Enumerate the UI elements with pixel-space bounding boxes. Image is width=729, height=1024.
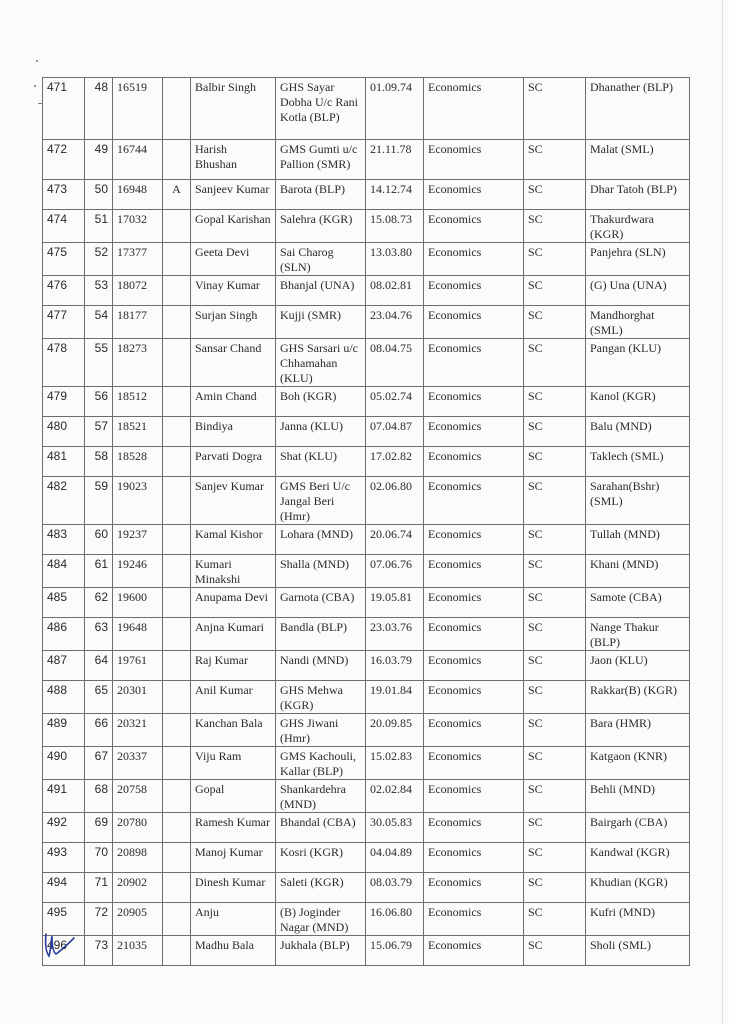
employee-code-cell: 19761 (113, 651, 163, 681)
date-of-birth-cell: 07.04.87 (366, 417, 424, 447)
subject-cell: Economics (424, 477, 524, 525)
teacher-name-cell: Sanjev Kumar (191, 477, 276, 525)
subject-cell: Economics (424, 555, 524, 588)
teacher-name-cell: Anju (191, 903, 276, 936)
teacher-name-cell: Geeta Devi (191, 243, 276, 276)
present-school-cell: GHS Jiwani (Hmr) (276, 714, 366, 747)
subject-cell: Economics (424, 180, 524, 210)
category-flag-cell (163, 714, 191, 747)
table-row (43, 747, 690, 780)
employee-code-cell: 18177 (113, 306, 163, 339)
subject-cell: Economics (424, 936, 524, 966)
serial-number-cell: 477 (43, 306, 85, 339)
employee-code-cell: 19023 (113, 477, 163, 525)
teacher-name-cell: Manoj Kumar (191, 843, 276, 873)
date-of-birth-cell: 15.02.83 (366, 747, 424, 780)
table-row (43, 555, 690, 588)
posting-place-cell: Sholi (SML) (586, 936, 690, 966)
date-of-birth-cell: 19.05.81 (366, 588, 424, 618)
employee-code-cell: 19246 (113, 555, 163, 588)
category-flag-cell (163, 306, 191, 339)
date-of-birth-cell: 02.02.84 (366, 780, 424, 813)
reservation-category-cell: SC (524, 903, 586, 936)
category-flag-cell (163, 681, 191, 714)
teacher-name-cell: Ramesh Kumar (191, 813, 276, 843)
present-school-cell: Shankardehra (MND) (276, 780, 366, 813)
table-row (43, 525, 690, 555)
teacher-name-cell: Vinay Kumar (191, 276, 276, 306)
date-of-birth-cell: 05.02.74 (366, 387, 424, 417)
employee-code-cell: 17032 (113, 210, 163, 243)
sequence-number-cell: 49 (85, 140, 113, 180)
posting-place-cell: Pangan (KLU) (586, 339, 690, 387)
posting-place-cell: Panjehra (SLN) (586, 243, 690, 276)
date-of-birth-cell: 23.03.76 (366, 618, 424, 651)
employee-code-cell: 19237 (113, 525, 163, 555)
sequence-number-cell: 61 (85, 555, 113, 588)
subject-cell: Economics (424, 780, 524, 813)
reservation-category-cell: SC (524, 140, 586, 180)
posting-place-cell: Rakkar(B) (KGR) (586, 681, 690, 714)
posting-place-cell: Dhanather (BLP) (586, 78, 690, 140)
reservation-category-cell: SC (524, 780, 586, 813)
reservation-category-cell: SC (524, 477, 586, 525)
employee-code-cell: 16519 (113, 78, 163, 140)
teacher-name-cell: Surjan Singh (191, 306, 276, 339)
subject-cell: Economics (424, 306, 524, 339)
serial-number-cell: 486 (43, 618, 85, 651)
category-flag-cell (163, 936, 191, 966)
sequence-number-cell: 52 (85, 243, 113, 276)
table-row (43, 588, 690, 618)
date-of-birth-cell: 20.09.85 (366, 714, 424, 747)
teacher-name-cell: Kamal Kishor (191, 525, 276, 555)
date-of-birth-cell: 15.06.79 (366, 936, 424, 966)
employee-code-cell: 18528 (113, 447, 163, 477)
subject-cell: Economics (424, 903, 524, 936)
present-school-cell: GHS Mehwa (KGR) (276, 681, 366, 714)
present-school-cell: Shalla (MND) (276, 555, 366, 588)
posting-place-cell: Bara (HMR) (586, 714, 690, 747)
teacher-name-cell: Sanjeev Kumar (191, 180, 276, 210)
sequence-number-cell: 54 (85, 306, 113, 339)
serial-number-cell: 484 (43, 555, 85, 588)
teacher-name-cell: Harish Bhushan (191, 140, 276, 180)
category-flag-cell (163, 651, 191, 681)
subject-cell: Economics (424, 339, 524, 387)
serial-number-cell: 476 (43, 276, 85, 306)
sequence-number-cell: 63 (85, 618, 113, 651)
serial-number-cell: 472 (43, 140, 85, 180)
table-row (43, 873, 690, 903)
teacher-name-cell: Gopal (191, 780, 276, 813)
employee-code-cell: 20758 (113, 780, 163, 813)
present-school-cell: GHS Sarsari u/c Chhamahan (KLU) (276, 339, 366, 387)
employee-code-cell: 18512 (113, 387, 163, 417)
teacher-name-cell: Viju Ram (191, 747, 276, 780)
reservation-category-cell: SC (524, 306, 586, 339)
subject-cell: Economics (424, 618, 524, 651)
present-school-cell: Sai Charog (SLN) (276, 243, 366, 276)
category-flag-cell (163, 747, 191, 780)
employee-code-cell: 19600 (113, 588, 163, 618)
present-school-cell: Garnota (CBA) (276, 588, 366, 618)
date-of-birth-cell: 07.06.76 (366, 555, 424, 588)
employee-code-cell: 18273 (113, 339, 163, 387)
teacher-name-cell: Raj Kumar (191, 651, 276, 681)
date-of-birth-cell: 15.08.73 (366, 210, 424, 243)
sequence-number-cell: 70 (85, 843, 113, 873)
serial-number-cell: 483 (43, 525, 85, 555)
table-row (43, 714, 690, 747)
employee-code-cell: 20321 (113, 714, 163, 747)
posting-place-cell: Dhar Tatoh (BLP) (586, 180, 690, 210)
posting-place-cell: Jaon (KLU) (586, 651, 690, 681)
employee-code-cell: 17377 (113, 243, 163, 276)
table-row (43, 306, 690, 339)
reservation-category-cell: SC (524, 243, 586, 276)
sequence-number-cell: 57 (85, 417, 113, 447)
reservation-category-cell: SC (524, 180, 586, 210)
category-flag-cell (163, 387, 191, 417)
present-school-cell: Boh (KGR) (276, 387, 366, 417)
posting-place-cell: (G) Una (UNA) (586, 276, 690, 306)
teacher-name-cell: Madhu Bala (191, 936, 276, 966)
posting-place-cell: Thakurdwara (KGR) (586, 210, 690, 243)
scan-speck (36, 60, 38, 62)
posting-place-cell: Taklech (SML) (586, 447, 690, 477)
table-row (43, 78, 690, 140)
serial-number-cell: 479 (43, 387, 85, 417)
subject-cell: Economics (424, 387, 524, 417)
subject-cell: Economics (424, 210, 524, 243)
category-flag-cell (163, 555, 191, 588)
date-of-birth-cell: 23.04.76 (366, 306, 424, 339)
date-of-birth-cell: 16.03.79 (366, 651, 424, 681)
date-of-birth-cell: 16.06.80 (366, 903, 424, 936)
serial-number-cell: 480 (43, 417, 85, 447)
sequence-number-cell: 72 (85, 903, 113, 936)
reservation-category-cell: SC (524, 936, 586, 966)
category-flag-cell (163, 588, 191, 618)
sequence-number-cell: 50 (85, 180, 113, 210)
serial-number-cell: 471 (43, 78, 85, 140)
teacher-name-cell: Parvati Dogra (191, 447, 276, 477)
employee-code-cell: 19648 (113, 618, 163, 651)
present-school-cell: Shat (KLU) (276, 447, 366, 477)
reservation-category-cell: SC (524, 78, 586, 140)
present-school-cell: GMS Kachouli, Kallar (BLP) (276, 747, 366, 780)
teacher-name-cell: Gopal Karishan (191, 210, 276, 243)
present-school-cell: Nandi (MND) (276, 651, 366, 681)
serial-number-cell: 481 (43, 447, 85, 477)
employee-code-cell: 20337 (113, 747, 163, 780)
category-flag-cell (163, 873, 191, 903)
serial-number-cell: 493 (43, 843, 85, 873)
present-school-cell: Bandla (BLP) (276, 618, 366, 651)
posting-place-cell: Kufri (MND) (586, 903, 690, 936)
present-school-cell: GMS Beri U/c Jangal Beri (Hmr) (276, 477, 366, 525)
serial-number-cell: 485 (43, 588, 85, 618)
category-flag-cell (163, 618, 191, 651)
present-school-cell: GHS Sayar Dobha U/c Rani Kotla (BLP) (276, 78, 366, 140)
sequence-number-cell: 73 (85, 936, 113, 966)
category-flag-cell (163, 477, 191, 525)
scan-speck (34, 85, 36, 87)
subject-cell: Economics (424, 447, 524, 477)
category-flag-cell (163, 447, 191, 477)
sequence-number-cell: 67 (85, 747, 113, 780)
employee-code-cell: 16744 (113, 140, 163, 180)
present-school-cell: (B) Joginder Nagar (MND) (276, 903, 366, 936)
teacher-name-cell: Bindiya (191, 417, 276, 447)
present-school-cell: Kosri (KGR) (276, 843, 366, 873)
reservation-category-cell: SC (524, 681, 586, 714)
reservation-category-cell: SC (524, 276, 586, 306)
date-of-birth-cell: 21.11.78 (366, 140, 424, 180)
table-row (43, 618, 690, 651)
category-flag-cell (163, 813, 191, 843)
employee-code-cell: 20905 (113, 903, 163, 936)
date-of-birth-cell: 19.01.84 (366, 681, 424, 714)
reservation-category-cell: SC (524, 843, 586, 873)
sequence-number-cell: 71 (85, 873, 113, 903)
table-row (43, 210, 690, 243)
date-of-birth-cell: 17.02.82 (366, 447, 424, 477)
date-of-birth-cell: 01.09.74 (366, 78, 424, 140)
table-row (43, 477, 690, 525)
present-school-cell: Salehra (KGR) (276, 210, 366, 243)
category-flag-cell (163, 525, 191, 555)
present-school-cell: Janna (KLU) (276, 417, 366, 447)
category-flag-cell (163, 843, 191, 873)
subject-cell: Economics (424, 78, 524, 140)
serial-number-cell: 492 (43, 813, 85, 843)
posting-place-cell: Nange Thakur (BLP) (586, 618, 690, 651)
date-of-birth-cell: 08.04.75 (366, 339, 424, 387)
sequence-number-cell: 59 (85, 477, 113, 525)
teacher-name-cell: Sansar Chand (191, 339, 276, 387)
teacher-name-cell: Dinesh Kumar (191, 873, 276, 903)
reservation-category-cell: SC (524, 210, 586, 243)
category-flag-cell (163, 417, 191, 447)
serial-number-cell: 475 (43, 243, 85, 276)
subject-cell: Economics (424, 588, 524, 618)
table-row (43, 681, 690, 714)
sequence-number-cell: 56 (85, 387, 113, 417)
posting-place-cell: Balu (MND) (586, 417, 690, 447)
date-of-birth-cell: 30.05.83 (366, 813, 424, 843)
teacher-name-cell: Balbir Singh (191, 78, 276, 140)
reservation-category-cell: SC (524, 813, 586, 843)
category-flag-cell (163, 210, 191, 243)
teacher-name-cell: Anil Kumar (191, 681, 276, 714)
present-school-cell: Bhandal (CBA) (276, 813, 366, 843)
teacher-name-cell: Kanchan Bala (191, 714, 276, 747)
employee-code-cell: 18521 (113, 417, 163, 447)
reservation-category-cell: SC (524, 747, 586, 780)
employee-code-cell: 21035 (113, 936, 163, 966)
present-school-cell: Bhanjal (UNA) (276, 276, 366, 306)
table-row (43, 180, 690, 210)
reservation-category-cell: SC (524, 714, 586, 747)
present-school-cell: Kujji (SMR) (276, 306, 366, 339)
serial-number-cell: 487 (43, 651, 85, 681)
reservation-category-cell: SC (524, 588, 586, 618)
sequence-number-cell: 60 (85, 525, 113, 555)
present-school-cell: Jukhala (BLP) (276, 936, 366, 966)
category-flag-cell (163, 243, 191, 276)
reservation-category-cell: SC (524, 618, 586, 651)
serial-number-cell: 490 (43, 747, 85, 780)
category-flag-cell (163, 78, 191, 140)
table-row (43, 843, 690, 873)
date-of-birth-cell: 08.03.79 (366, 873, 424, 903)
table-row (43, 140, 690, 180)
reservation-category-cell: SC (524, 339, 586, 387)
employee-code-cell: 16948 (113, 180, 163, 210)
date-of-birth-cell: 02.06.80 (366, 477, 424, 525)
sequence-number-cell: 58 (85, 447, 113, 477)
sequence-number-cell: 64 (85, 651, 113, 681)
serial-number-cell: 478 (43, 339, 85, 387)
category-flag-cell (163, 140, 191, 180)
serial-number-cell: 473 (43, 180, 85, 210)
date-of-birth-cell: 14.12.74 (366, 180, 424, 210)
teacher-name-cell: Anjna Kumari (191, 618, 276, 651)
category-flag-cell (163, 903, 191, 936)
present-school-cell: Lohara (MND) (276, 525, 366, 555)
posting-place-cell: Samote (CBA) (586, 588, 690, 618)
table-row (43, 417, 690, 447)
reservation-category-cell: SC (524, 555, 586, 588)
category-flag-cell (163, 276, 191, 306)
sequence-number-cell: 55 (85, 339, 113, 387)
present-school-cell: Barota (BLP) (276, 180, 366, 210)
table-row (43, 339, 690, 387)
table-row (43, 447, 690, 477)
page-edge (722, 0, 723, 1024)
table-row (43, 936, 690, 966)
subject-cell: Economics (424, 681, 524, 714)
category-flag-cell (163, 339, 191, 387)
posting-place-cell: Kanol (KGR) (586, 387, 690, 417)
table-row (43, 243, 690, 276)
date-of-birth-cell: 20.06.74 (366, 525, 424, 555)
subject-cell: Economics (424, 747, 524, 780)
sequence-number-cell: 62 (85, 588, 113, 618)
subject-cell: Economics (424, 140, 524, 180)
table-row (43, 780, 690, 813)
posting-place-cell: Khani (MND) (586, 555, 690, 588)
date-of-birth-cell: 04.04.89 (366, 843, 424, 873)
employee-code-cell: 18072 (113, 276, 163, 306)
sequence-number-cell: 65 (85, 681, 113, 714)
teacher-name-cell: Amin Chand (191, 387, 276, 417)
subject-cell: Economics (424, 843, 524, 873)
reservation-category-cell: SC (524, 447, 586, 477)
posting-place-cell: Malat (SML) (586, 140, 690, 180)
sequence-number-cell: 69 (85, 813, 113, 843)
reservation-category-cell: SC (524, 651, 586, 681)
sequence-number-cell: 66 (85, 714, 113, 747)
serial-number-cell: 482 (43, 477, 85, 525)
present-school-cell: Saleti (KGR) (276, 873, 366, 903)
table-row (43, 651, 690, 681)
category-flag-cell (163, 780, 191, 813)
date-of-birth-cell: 13.03.80 (366, 243, 424, 276)
posting-place-cell: Behli (MND) (586, 780, 690, 813)
present-school-cell: GMS Gumti u/c Pallion (SMR) (276, 140, 366, 180)
serial-number-cell: 494 (43, 873, 85, 903)
employee-code-cell: 20898 (113, 843, 163, 873)
table-row (43, 387, 690, 417)
posting-place-cell: Tullah (MND) (586, 525, 690, 555)
teacher-roster-table (42, 77, 690, 966)
reservation-category-cell: SC (524, 525, 586, 555)
subject-cell: Economics (424, 651, 524, 681)
serial-number-cell: 491 (43, 780, 85, 813)
posting-place-cell: Mandhorghat (SML) (586, 306, 690, 339)
subject-cell: Economics (424, 417, 524, 447)
subject-cell: Economics (424, 525, 524, 555)
subject-cell: Economics (424, 714, 524, 747)
serial-number-cell: 488 (43, 681, 85, 714)
posting-place-cell: Bairgarh (CBA) (586, 813, 690, 843)
employee-code-cell: 20780 (113, 813, 163, 843)
date-of-birth-cell: 08.02.81 (366, 276, 424, 306)
sequence-number-cell: 68 (85, 780, 113, 813)
posting-place-cell: Khudian (KGR) (586, 873, 690, 903)
table-row (43, 813, 690, 843)
teacher-name-cell: Anupama Devi (191, 588, 276, 618)
sequence-number-cell: 51 (85, 210, 113, 243)
category-flag-cell: A (163, 180, 191, 210)
subject-cell: Economics (424, 243, 524, 276)
sequence-number-cell: 53 (85, 276, 113, 306)
sequence-number-cell: 48 (85, 78, 113, 140)
serial-number-cell: 496 (43, 936, 85, 966)
serial-number-cell: 489 (43, 714, 85, 747)
employee-code-cell: 20301 (113, 681, 163, 714)
teacher-name-cell: Kumari Minakshi (191, 555, 276, 588)
subject-cell: Economics (424, 873, 524, 903)
employee-code-cell: 20902 (113, 873, 163, 903)
subject-cell: Economics (424, 813, 524, 843)
reservation-category-cell: SC (524, 873, 586, 903)
reservation-category-cell: SC (524, 417, 586, 447)
serial-number-cell: 495 (43, 903, 85, 936)
table-row (43, 276, 690, 306)
subject-cell: Economics (424, 276, 524, 306)
reservation-category-cell: SC (524, 387, 586, 417)
handwritten-initials-icon (40, 930, 80, 960)
table-body (43, 78, 690, 966)
posting-place-cell: Katgaon (KNR) (586, 747, 690, 780)
posting-place-cell: Kandwal (KGR) (586, 843, 690, 873)
serial-number-cell: 474 (43, 210, 85, 243)
table-row (43, 903, 690, 936)
posting-place-cell: Sarahan(Bshr) (SML) (586, 477, 690, 525)
